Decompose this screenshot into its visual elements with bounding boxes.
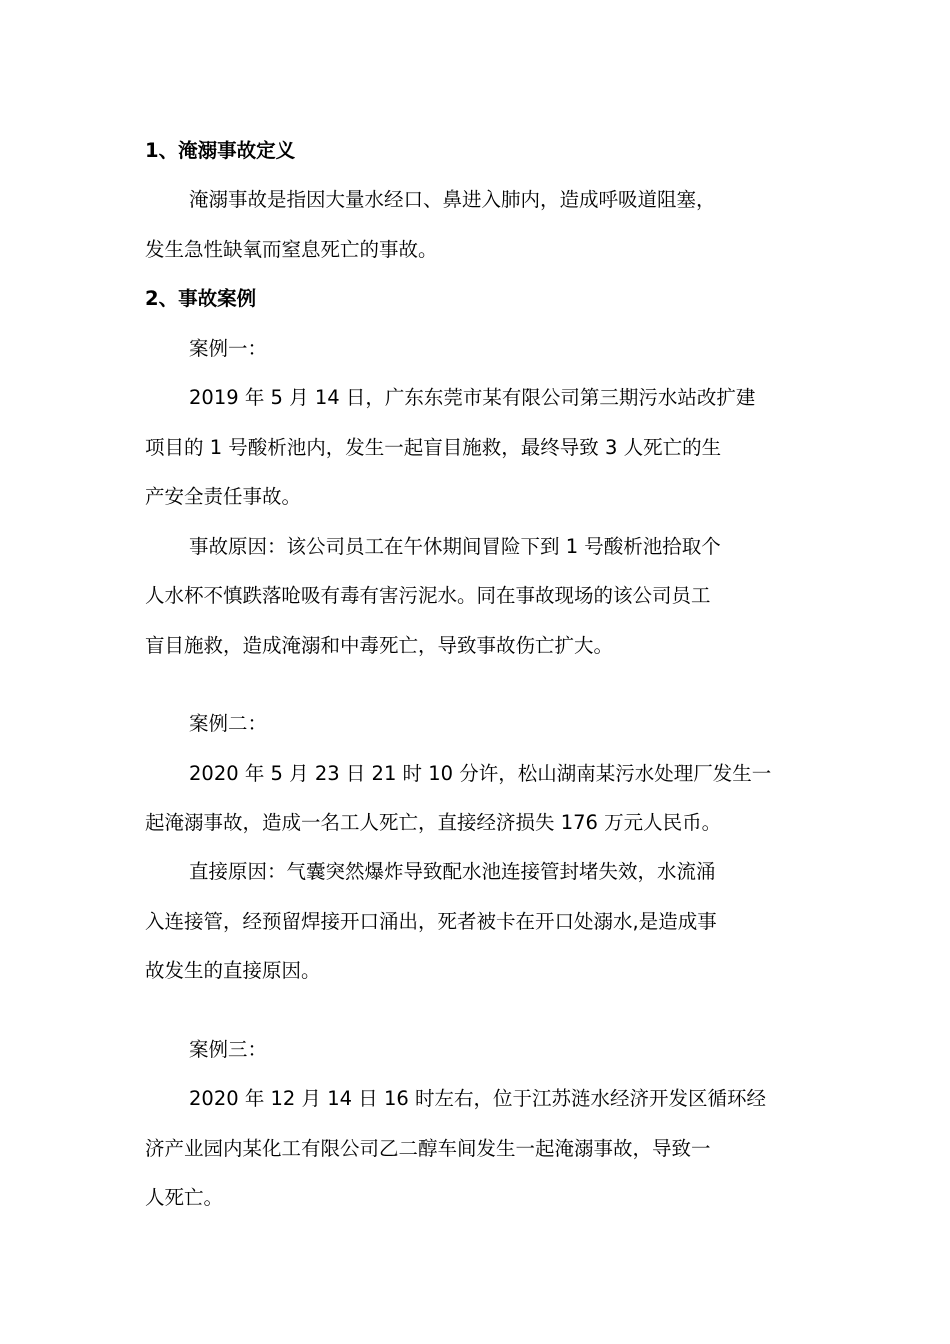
paragraph-line: 2020 年 12 月 14 日 16 时左右，位于江苏涟水经济开发区循环经: [189, 1087, 766, 1110]
paragraph-line: 人水杯不慎跌落呛吸有毒有害污泥水。同在事故现场的该公司员工: [145, 584, 711, 607]
paragraph-line: 项目的 1 号酸析池内，发生一起盲目施救，最终导致 3 人死亡的生: [145, 436, 722, 459]
case-title: 案例二：: [189, 712, 268, 735]
paragraph-line: 入连接管，经预留焊接开口涌出，死者被卡在开口处溺水,是造成事: [145, 910, 717, 933]
paragraph-line: 人死亡。: [145, 1186, 224, 1209]
case-title: 案例三：: [189, 1038, 268, 1061]
paragraph-line: 盲目施救，造成淹溺和中毒死亡，导致事故伤亡扩大。: [145, 634, 614, 657]
section-heading-cases: 2、事故案例: [145, 287, 257, 310]
paragraph-line: 直接原因：气囊突然爆炸导致配水池连接管封堵失效，水流涌: [189, 860, 716, 883]
paragraph-line: 事故原因：该公司员工在午休期间冒险下到 1 号酸析池拾取个: [189, 535, 721, 558]
paragraph-line: 济产业园内某化工有限公司乙二醇车间发生一起淹溺事故，导致一: [145, 1137, 711, 1160]
paragraph-line: 产安全责任事故。: [145, 485, 302, 508]
paragraph-line: 故发生的直接原因。: [145, 959, 321, 982]
paragraph-line: 发生急性缺氧而窒息死亡的事故。: [145, 238, 438, 261]
paragraph-line: 2020 年 5 月 23 日 21 时 10 分许，松山湖南某污水处理厂发生一: [189, 762, 772, 785]
section-heading-definition: 1、淹溺事故定义: [145, 139, 296, 162]
paragraph-line: 淹溺事故是指因大量水经口、鼻进入肺内，造成呼吸道阻塞，: [189, 188, 716, 211]
paragraph-line: 起淹溺事故，造成一名工人死亡，直接经济损失 176 万元人民币。: [145, 811, 722, 834]
case-title: 案例一：: [189, 337, 268, 360]
paragraph-line: 2019 年 5 月 14 日，广东东莞市某有限公司第三期污水站改扩建: [189, 386, 756, 409]
